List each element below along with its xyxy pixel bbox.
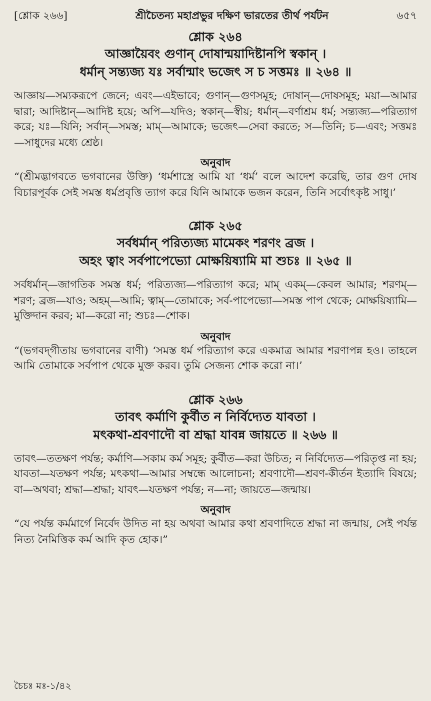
verse-heading: শ্লোক ২৬৬: [188, 391, 243, 407]
verse-section-265: [14, 217, 417, 375]
verse-section-266: [14, 391, 417, 549]
translation-text: “যে পর্যন্ত কর্মমার্গে নির্বেদ উদিত না হয় অথবা আমার কথা শ্রবণাদিতে শ্রদ্ধা না জন্মায়, সেই পর্যন্ত নিত্য নৈমিত্তিক কর্ম আদি কৃত হোক।”: [14, 518, 417, 546]
running-header: [14, 0, 417, 22]
translation-text: “(শ্রীমদ্ভাগবতে ভগবানের উক্তি) ‘ধর্মশাস্ত্রে আমি যা ‘ধর্ম’ বলে আদেশ করেছি, তার গুণ দোষ বিচারপূর্বক সেই সমস্ত ধর্মপ্রবৃত্তি ত্যাগ করে যিনি আমাকে ভজন করেন, তিনি সর্বোৎকৃষ্ট সাধু।’: [14, 171, 417, 199]
page-number: ৬৫৭: [396, 10, 417, 22]
translation-label: অনুবাদ: [200, 504, 231, 516]
word-glossary: তাবৎ—ততক্ষণ পর্যন্ত; কর্মাণি—সকাম কর্ম সমূহ; কুর্বীত—করা উচিত; ন নির্বিদ্যেত—পরিতৃপ্ত না হয়; যাবতা—যতক্ষণ পর্যন্ত; মৎকথা—আমার সম্বন্ধে আলোচনা; শ্রবণাদৌ—শ্রবণ-কীর্তন ইত্যাদি বিষয়ে; বা—অথবা; শ্রদ্ধা—শ্রদ্ধা; যাবৎ—যতক্ষণ পর্যন্ত; ন—না; জায়তে—জন্মায়।: [14, 452, 417, 496]
word-glossary: আজ্ঞায়—সম্যকরূপে জেনে; এবং—এইভাবে; গুণান্—গুণসমূহ; দোষান্—দোষসমূহ; ময়া—আমার দ্বারা; আদিষ্টান্—আদিষ্ট হয়ে; অপি—যদিও; স্বকান্—স্বীয়; ধর্মান্—বর্ণাশ্রম ধর্ম; সন্ত্যজ্য—পরিত্যাগ করে; যঃ—যিনি; সর্বান্—সমস্ত; মাম্—আমাকে; ভজেৎ—সেবা করতে; স—তিনি; চ—এবং; সত্তমঃ—সাধুদের মধ্যে শ্রেষ্ঠ।: [14, 90, 417, 149]
header-verse-ref: [শ্লোক ২৬৬]: [14, 10, 68, 22]
verse-line: মৎকথা-শ্রবণাদৌ বা শ্রদ্ধা যাবন্ন জায়তে ॥ ২৬৬ ॥: [93, 426, 338, 442]
verse-heading: শ্লোক ২৬৫: [188, 218, 243, 233]
verse-line: সর্বধর্মান্ পরিত্যজ্য মামেকং শরণং ব্রজ ।: [116, 235, 315, 250]
translation-text: “(ভগবদ্‌গীতায় ভগবানের বাণী) ‘সমস্ত ধর্ম পরিত্যাগ করে একমাত্র আমার শরণাপন্ন হও। তাহলে আমি তোমাকে সর্বপাপ থেকে মুক্ত করব। তুমি সেজন্য শোক করো না।’: [14, 344, 417, 372]
verse-section-264: [14, 28, 417, 201]
footer-signature: চৈচঃ মঃ-১/৪২: [14, 681, 72, 692]
verse-line: অহং ত্বাং সর্বপাপেভ্যো মোক্ষয়িষ্যামি মা শুচঃ ॥ ২৬৫ ॥: [79, 253, 352, 268]
translation-label: অনুবাদ: [200, 157, 231, 169]
verse-line: তাবৎ কর্মাণি কুর্বীত ন নির্বিদ্যেত যাবতা ।: [115, 408, 316, 424]
verse-line: আজ্ঞায়ৈবং গুণান্ দোষান্ময়াদিষ্টানপি স্বকান্ ।: [104, 46, 327, 61]
word-glossary: সর্বধর্মান্—জাগতিক সমস্ত ধর্ম; পরিত্যজ্য—পরিত্যাগ করে; মাম্ একম্—কেবল আমার; শরণম্—শরণ; ব্রজ—যাও; অহম্—আমি; ত্বাম্—তোমাকে; সর্ব-পাপেভ্যো—সমস্ত পাপ থেকে; মোক্ষয়িষ্যামি—মুক্তিদান করব; মা—করো না; শুচঃ—শোক।: [14, 279, 417, 322]
header-title: শ্রীচৈতন্য মহাপ্রভুর দক্ষিণ ভারতের তীর্থ পর্যটন: [135, 10, 329, 22]
verse-heading: শ্লোক ২৬৪: [188, 29, 243, 44]
translation-label: অনুবাদ: [200, 330, 231, 343]
verse-line: ধর্মান্ সন্ত্যজ্য যঃ সর্বান্মাং ভজেৎ স চ সত্তমঃ ॥ ২৬৪ ॥: [79, 64, 352, 79]
